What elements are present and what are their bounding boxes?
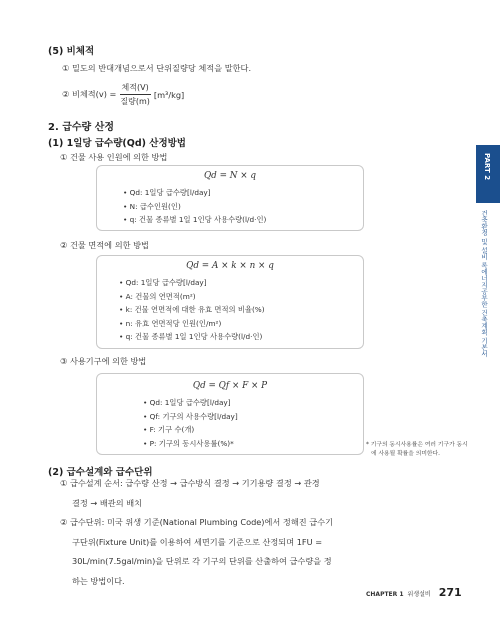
formula-fraction — [118, 82, 152, 107]
footer-chapter: CHAPTER 1 — [366, 591, 404, 598]
section-heading-water-supply: 2. 급수량 산정 — [48, 122, 115, 133]
formula-prefix: ② 비체적(v) = — [62, 89, 117, 99]
bullet-item: • Qd: 1일당 급수량[l/day] — [123, 186, 266, 200]
bullet-item: • Qd: 1일당 급수량[l/day] — [143, 396, 238, 410]
method3-box — [96, 373, 364, 455]
bullet-item: • q: 건물 종류별 1일 1인당 사용수량(l/d·인) — [123, 213, 266, 227]
bullet-item: • P: 기구의 동시사용률(%)* — [143, 437, 238, 451]
formula-unit: [m³/kg] — [153, 89, 185, 100]
bullet-item: • F: 기구 수(개) — [143, 423, 238, 437]
paragraph-line: 결정 → 배관의 배치 — [72, 497, 143, 508]
side-note-line: 에 사용될 확률을 의미한다. — [371, 451, 440, 457]
method2-formula: Qd = A × k × n × q — [186, 261, 274, 271]
method3-formula: Qd = Qf × F × P — [192, 381, 268, 391]
method1-title: ① 건물 사용 인원에 의한 방법 — [60, 152, 168, 162]
fraction-denominator: 질량(m) — [120, 97, 150, 106]
bullet-item: • Qd: 1일당 급수량[l/day] — [119, 276, 265, 290]
paragraph-line: ① 급수설계 순서: 급수량 산정 → 급수방식 결정 → 기기용량 결정 → 관경 — [60, 478, 320, 488]
part-tab-label: PART 2 — [483, 153, 491, 181]
specific-volume-formula — [62, 82, 184, 107]
method1-bullets — [123, 186, 266, 227]
bullet-item: • k: 건물 연면적에 대한 유효 면적의 비율(%) — [119, 303, 265, 317]
method2-box — [96, 255, 364, 349]
side-note — [366, 441, 468, 459]
bullet-item: • A: 건물의 연면적(m²) — [119, 290, 265, 304]
paragraph-line: 30L/min(7.5gal/min)을 단위로 각 기구의 단위를 산출하여 급수량을 정 — [72, 556, 332, 567]
part-tab — [476, 145, 500, 203]
bullet-item: • n: 유효 연면적당 인원(인/m²) — [119, 317, 265, 331]
method2-bullets — [119, 276, 265, 344]
supply-design-order — [60, 474, 372, 513]
method3-bullets — [143, 396, 238, 450]
side-book-title: 건축환경 및 설비 록에너지공부한 건축계획 기본서 — [480, 210, 488, 357]
paragraph-line: 구단위(Fixture Unit)를 이용하여 세면기를 기준으로 산정되며 1FU = — [72, 536, 323, 547]
specific-volume-definition: ① 밀도의 반대개념으로서 단위질량당 체적을 말한다. — [62, 63, 252, 73]
section-heading-specific-volume: (5) 비체적 — [48, 46, 95, 57]
paragraph-line: 하는 방법이다. — [72, 575, 125, 586]
method1-formula: Qd = N × q — [203, 171, 257, 181]
subheading-daily-supply: (1) 1일당 급수량(Qd) 산정방법 — [48, 138, 186, 149]
paragraph-line: ② 급수단위: 미국 위생 기준(National Plumbing Code)에서 정해진 급수기 — [60, 517, 333, 527]
fraction-numerator: 체적(V) — [120, 82, 151, 95]
method3-title: ③ 사용기구에 의한 방법 — [60, 356, 147, 366]
footer-chapter-title: 위생설비 — [407, 591, 431, 598]
subheading-supply-design: (2) 급수설계와 급수단위 — [48, 467, 153, 478]
bullet-item: • Qf: 기구의 사용수량[l/day] — [143, 410, 238, 424]
supply-unit-description — [60, 513, 372, 591]
bullet-item: • N: 급수인원(인) — [123, 200, 266, 214]
page-footer — [366, 586, 462, 599]
bullet-item: • q: 건물 종류별 1일 1인당 사용수량(l/d·인) — [119, 330, 265, 344]
page-number: 271 — [438, 586, 462, 599]
method2-title: ② 건물 면적에 의한 방법 — [60, 240, 149, 250]
side-note-line: * 기구의 동시사용률은 여러 기구가 동시 — [366, 442, 468, 448]
method1-box — [96, 165, 364, 231]
